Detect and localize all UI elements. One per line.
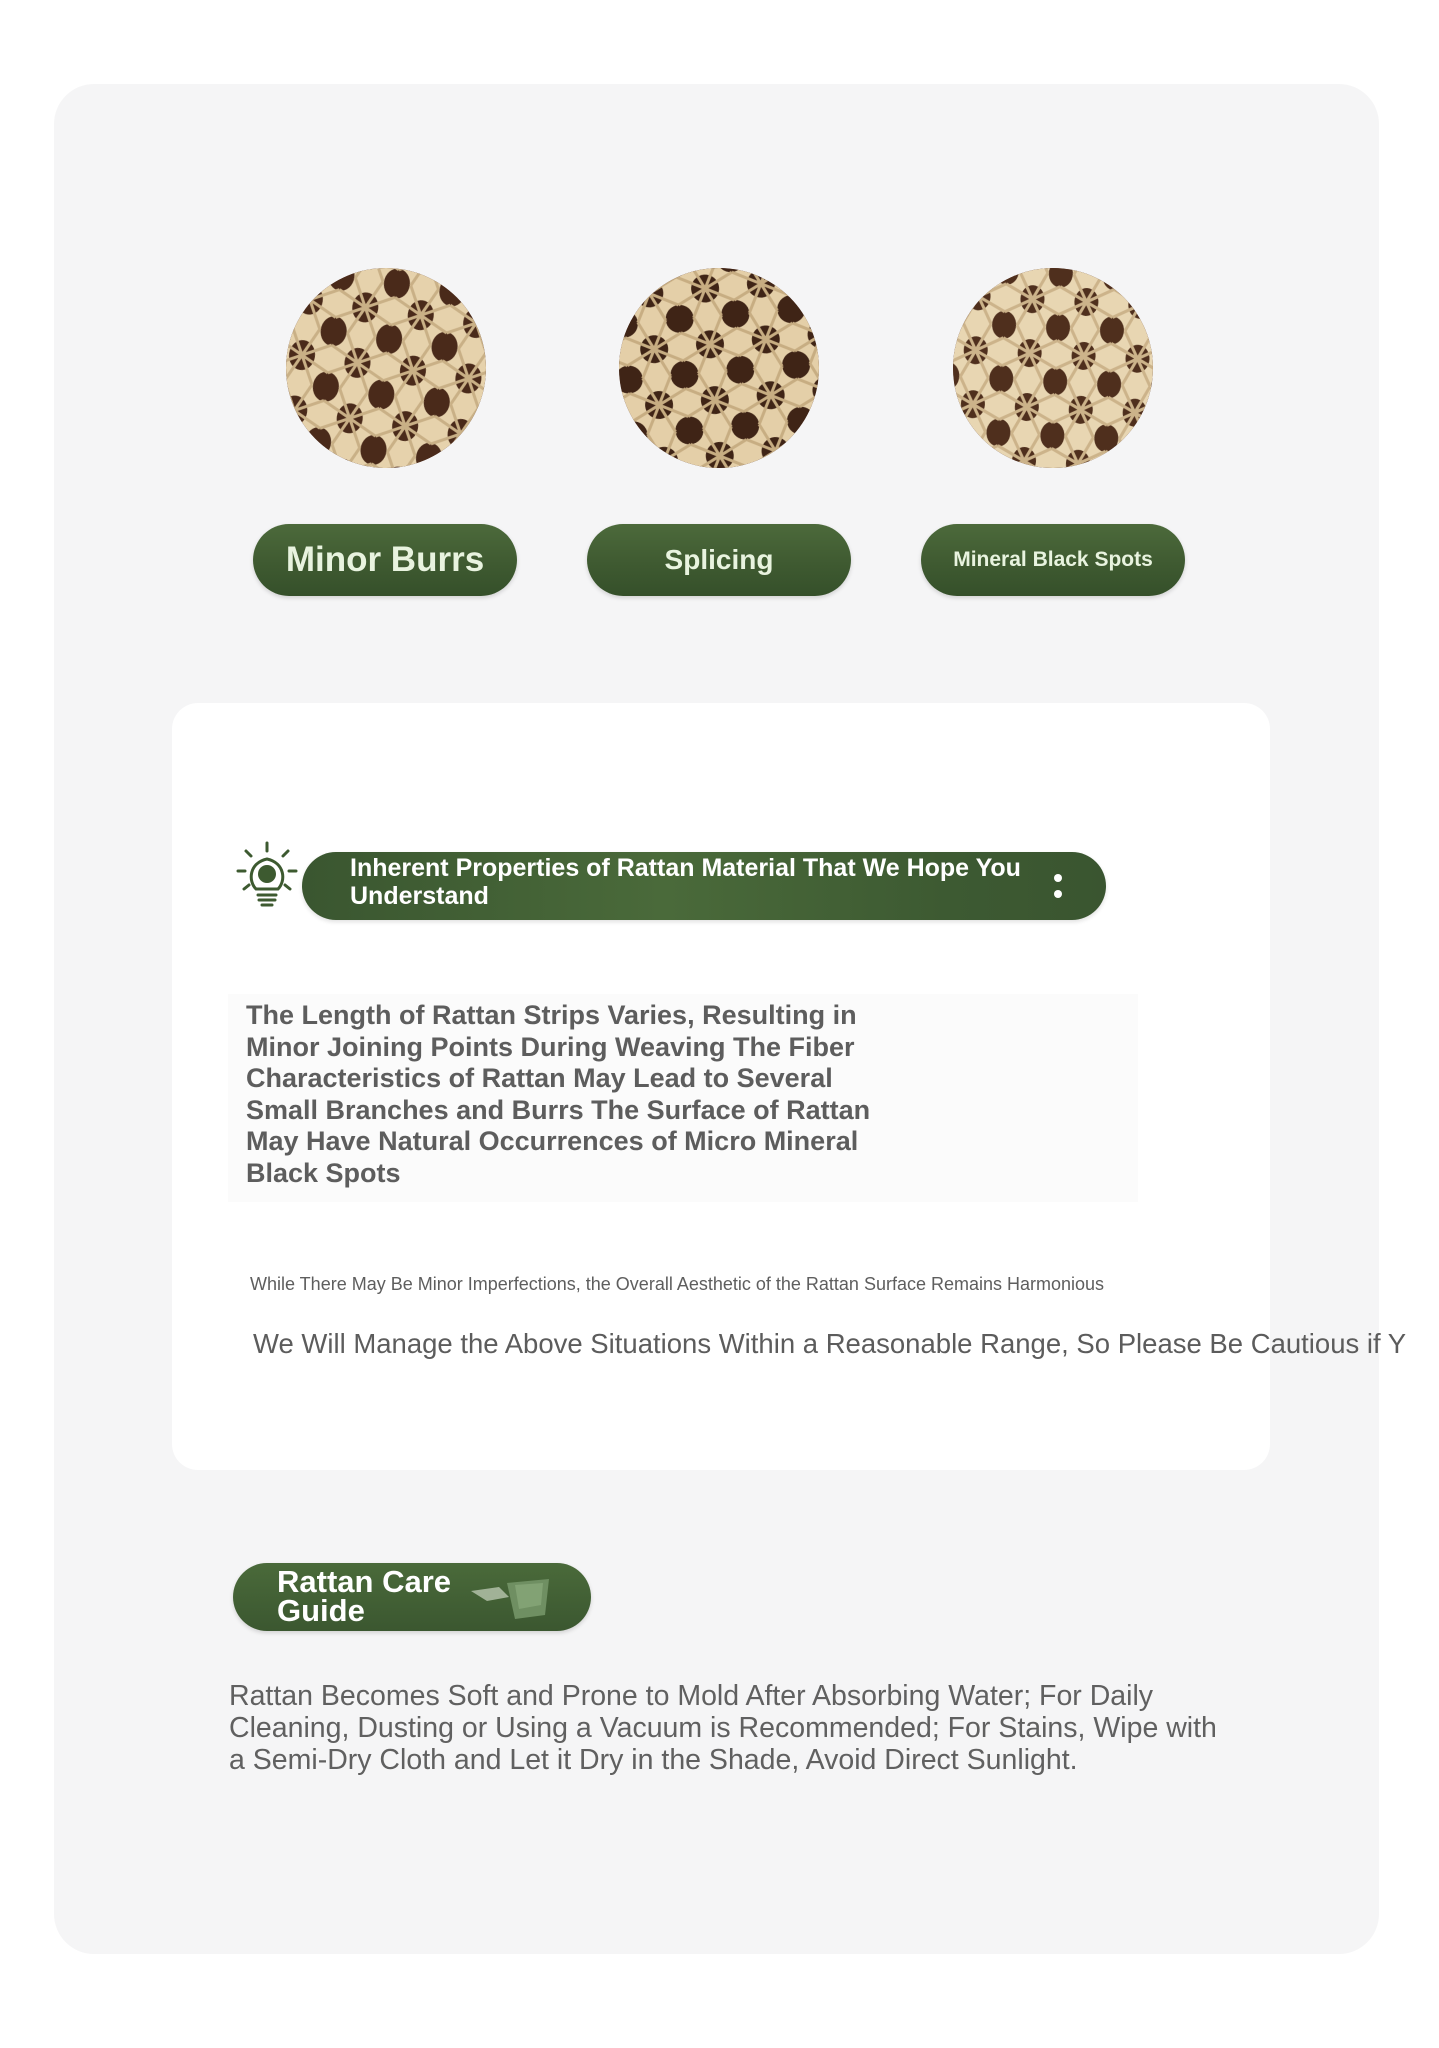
cleaning-cloth-icon: [469, 1575, 553, 1621]
badge-minor-burrs: Minor Burrs: [253, 524, 517, 596]
care-guide-body: Rattan Becomes Soft and Prone to Mold After Absorbing Water; For Daily Cleaning, Dusting or Using a Vacuum is Recommended; For Stains, Wipe with a Semi-Dry Cloth and Let it Dry in the Shade, Avoid Direct Sunlight.: [229, 1680, 1217, 1776]
care-guide-banner: [233, 1563, 591, 1631]
properties-heading: Inherent Properties of Rattan Material That We Hope You Understand: [350, 854, 1021, 910]
aesthetic-note: While There May Be Minor Imperfections, the Overall Aesthetic of the Rattan Surface Remains Harmonious: [250, 1274, 1105, 1294]
properties-body-text: The Length of Rattan Strips Varies, Resulting in Minor Joining Points During Weaving The Fiber Characteristics of Rattan May Lead to Several Small Branches and Burrs The Surface of Rattan May Have Natural Occurrences of Micro Mineral Black Spots: [246, 1000, 871, 1188]
badge-mineral-black-spots: Mineral Black Spots: [921, 524, 1185, 596]
disclaimer-text: We Will Manage the Above Situations Within a Reasonable Range, So Please Be Cautious if Y: [253, 1328, 1407, 1359]
badge-splicing: Splicing: [587, 524, 851, 596]
care-guide-title: Rattan Care Guide: [277, 1564, 451, 1628]
